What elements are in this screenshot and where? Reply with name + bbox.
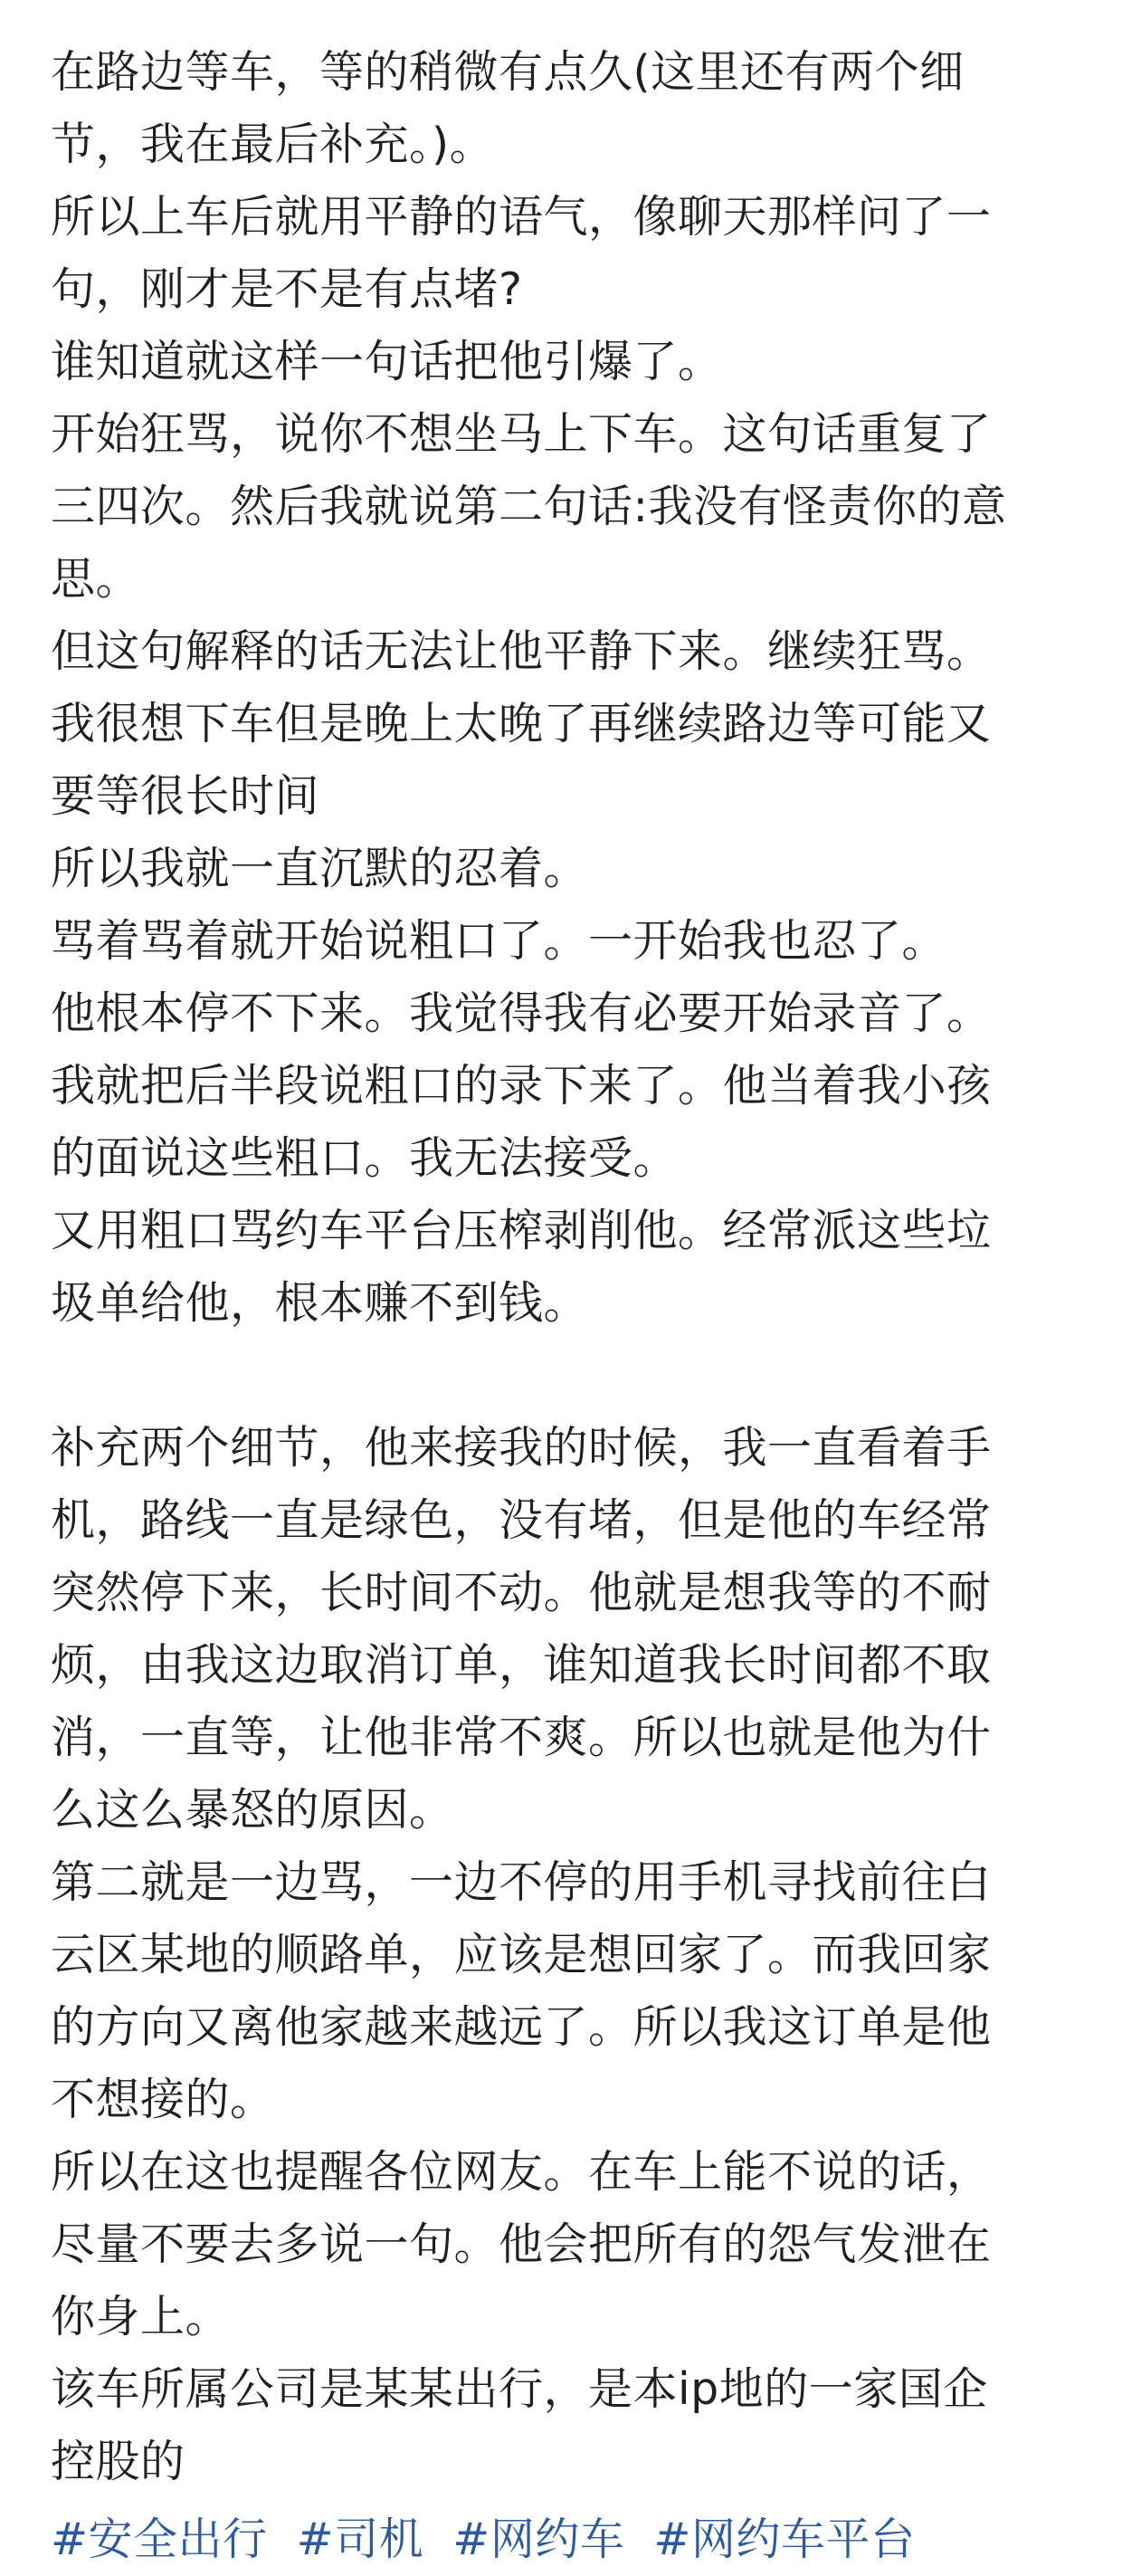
hashtag-safe-travel[interactable]: #安全出行 — [51, 2514, 268, 2565]
post-line: 的面说这些粗口。我无法接受。 — [51, 1132, 679, 1184]
post-line: 所以在这也提醒各位网友。在车上能不说的话， — [51, 2146, 992, 2198]
post-line: 开始狂骂，说你不想坐马上下车。这句话重复了 — [51, 408, 992, 460]
post-line: 节，我在最后补充。)。 — [51, 119, 495, 170]
paragraph-spacer — [51, 1340, 1082, 1412]
post-line: 三四次。然后我就说第二句话:我没有怪责你的意 — [51, 481, 1007, 532]
post-line: 所以我就一直沉默的忍着。 — [51, 843, 589, 894]
post-line: 消，一直等，让他非常不爽。所以也就是他为什 — [51, 1712, 992, 1763]
post-line: 要等很长时间 — [51, 770, 320, 822]
post-line: 圾单给他，根本赚不到钱。 — [51, 1277, 589, 1329]
post-line: 么这么暴怒的原因。 — [51, 1784, 454, 1836]
post-line: 云区某地的顺路单，应该是想回家了。而我回家 — [51, 1929, 992, 1980]
hashtag-ride-hailing[interactable]: #网约车 — [452, 2514, 625, 2565]
post-line: 思。 — [51, 553, 141, 605]
post-line: 补充两个细节，他来接我的时候，我一直看着手 — [51, 1422, 992, 1474]
post-line: 尽量不要去多说一句。他会把所有的怨气发泄在 — [51, 2218, 992, 2270]
post-line: 烦，由我这边取消订单，谁知道我长时间都不取 — [51, 1639, 992, 1691]
post-line: 第二就是一边骂，一边不停的用手机寻找前往白 — [51, 1856, 992, 1908]
post-line: 又用粗口骂约车平台压榨剥削他。经常派这些垃 — [51, 1205, 992, 1256]
post-line: 但这句解释的话无法让他平静下来。继续狂骂。 — [51, 625, 992, 677]
post-line: 我很想下车但是晚上太晚了再继续路边等可能又 — [51, 698, 992, 749]
post-paragraph-1 — [51, 36, 1082, 1340]
hashtag-list — [51, 2504, 1082, 2576]
post-line: 控股的 — [51, 2436, 185, 2487]
post-body — [51, 36, 1082, 2576]
post-line: 在路边等车，等的稍微有点久(这里还有两个细 — [51, 46, 965, 98]
post-line: 机，路线一直是绿色，没有堵，但是他的车经常 — [51, 1494, 992, 1546]
post-paragraph-2 — [51, 1412, 1082, 2498]
post-line: 你身上。 — [51, 2291, 231, 2342]
post-line: 不想接的。 — [51, 2074, 275, 2125]
hashtag-driver[interactable]: #司机 — [296, 2514, 424, 2565]
hashtag-ride-hailing-platform[interactable]: #网约车平台 — [653, 2514, 916, 2565]
post-line: 该车所属公司是某某出行，是本ip地的一家国企 — [51, 2363, 988, 2415]
post-line: 所以上车后就用平静的语气，像聊天那样问了一 — [51, 191, 992, 243]
post-line: 的方向又离他家越来越远了。所以我这订单是他 — [51, 2001, 992, 2053]
post-line: 突然停下来，长时间不动。他就是想我等的不耐 — [51, 1567, 992, 1618]
post-line: 骂着骂着就开始说粗口了。一开始我也忍了。 — [51, 915, 947, 967]
post-line: 谁知道就这样一句话把他引爆了。 — [51, 336, 723, 387]
post-line: 我就把后半段说粗口的录下来了。他当着我小孩 — [51, 1060, 992, 1111]
post-line: 他根本停不下来。我觉得我有必要开始录音了。 — [51, 987, 992, 1039]
post-line: 句，刚才是不是有点堵? — [51, 263, 523, 315]
